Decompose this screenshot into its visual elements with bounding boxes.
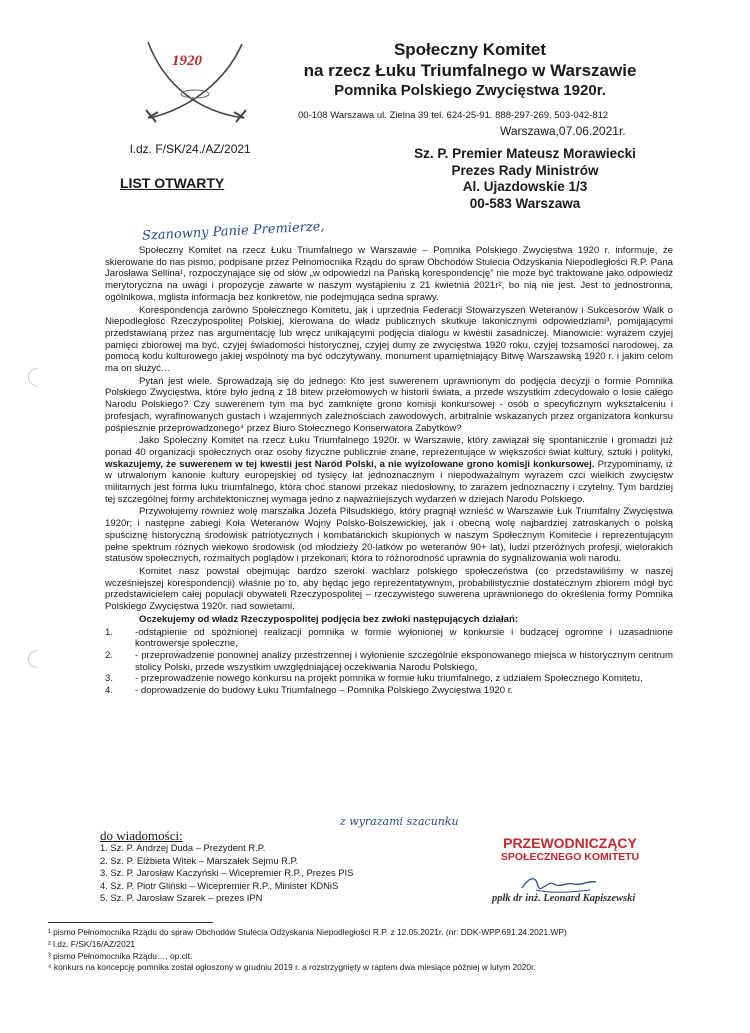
recipient-block — [370, 146, 680, 212]
list-text: - przeprowadzenie nowego konkursu na projekt pomnika w formie łuku triumfalnego, z udziałem Społecznego Komitetu, — [135, 673, 643, 685]
paragraph — [105, 435, 673, 505]
org-name-line1: Społeczny Komitet — [393, 40, 547, 59]
list-text: - doprowadzenie do budowy Łuku Triumfalnego – Pomnika Polskiego Zwycięstwa 1920 r. — [135, 685, 514, 697]
footnote: ³ pismo Pełnomocnika Rządu…, op.cit. — [48, 950, 193, 961]
logo-year: 1920 — [172, 53, 202, 69]
handwritten-closing: z wyrazami szacunku — [340, 815, 459, 828]
paragraph-emphasis: wskazujemy, że suwerenem w tej kwestii jest Naród Polski, a nie wyizolowane grono komisji konkursowej. — [105, 458, 595, 470]
list-item: 2. Sz. P. Elżbieta Witek – Marszałek Sejmu R.P. — [100, 854, 299, 866]
list-number: 1. — [105, 626, 114, 638]
org-address: 00-108 Warszawa ul. Zielna 39 tel. 624-25-91. 888-297-269. 503-042-812 — [298, 110, 609, 121]
list-item — [105, 673, 673, 685]
list-item — [105, 627, 673, 650]
footnote: ⁴ konkurs na koncepcję pomnika został ogłoszony w grudniu 2019 r. a rozstrzygnięty w raptem dwa miesiące później w lutym 2020r. — [48, 962, 536, 973]
cc-list — [100, 842, 353, 905]
letter-body — [105, 245, 673, 697]
signer-name: ppłk dr inż. Leonard Kapiszewski — [492, 893, 636, 904]
list-item: 4. Sz. P. Piotr Gliński – Wicepremier R.P., Minister KDNiS — [100, 879, 339, 891]
paragraph: Przywołujemy również wolę marszałka Józefa Piłsudskiego, który pragnął wznieść w Warszawie Łuk Triumfalny Zwycięstwa 1920r; i następne zabiegi Koła Weteranów Wojny Polsko-Bolszewickiej, jak i obecną wolę najbardziej zatroskanych o polską spuściznę historyczną środowisk patriotycznych i kombatanckich skupionych w naszym Społecznym Komitecie i reprezentującym pełne spektrum różnych wiekowo środowisk (od młodzieży 20-latków po weteranów 90+ lat), ludzi przeróżnych profesji, wielorakich statusów społecznych, rozmaitych poglądów i przekonań; która to różnorodność uprawnia do sygnalizowania woli narodu. — [105, 506, 673, 565]
paragraph: Pytań jest wiele. Sprowadzają się do jednego: Kto jest suwerenem uprawnionym do podjęcia decyzji o formie Pomnika Polskiego Zwycięstwa, które było jedną z 18 bitew przełomowych w historii świata, a przede wszystkim zdecydowało o losie całego Narodu Polskiego? Czy suwerenem tym ma być zamknięte grono komisji konkursowej - osób o specyficznym wykształceniu i profesjach, wyrafinowanych gustach i wzajemnych zależnościach zawodowych, arbitralnie wskazanych przez organizatora konkursu pośpiesznie przeprowadzonego⁴ przez Biuro Stołecznego Konserwatora Zabytków? — [105, 375, 673, 434]
list-item — [105, 650, 673, 673]
org-name-line2: na rzecz Łuku Triumfalnego w Warszawie — [303, 61, 637, 80]
demands-list — [105, 627, 673, 697]
paragraph-part: Jako Społeczny Komitet na rzecz Łuku Triumfalnego 1920r. w Warszawie, który zawiązał się spontanicznie i gromadzi już ponad 40 organizacji społecznych oraz osoby fizyczne publicznie znane, reprezentujące w większości świat kultury, sztuki i polityki, — [105, 435, 673, 458]
signature-stamp — [470, 835, 670, 863]
list-number: 2. — [105, 649, 114, 661]
reference-number: l.dz. F/SK/24./AZ/2021 — [130, 142, 251, 156]
list-item: 3. Sz. P. Jarosław Kaczyński – Wicepremier R.P., Prezes PIS — [100, 867, 354, 879]
org-name-line3: Pomnika Polskiego Zwycięstwa 1920r. — [334, 82, 606, 99]
list-number: 3. — [105, 673, 114, 685]
stamp-subtitle: SPOŁECZNEGO KOMITETU — [500, 851, 640, 863]
list-text: - przeprowadzenie ponownej analizy przestrzennej i wyłonienie szczególnie eksponowanego miejsca w historycznym centrum stolicy Polski, przede wszystkim uwzględniającej oczekiwania Narodu Polskiego, — [135, 649, 673, 673]
recipient-line4: 00-583 Warszawa — [469, 195, 581, 211]
footnote: ¹ pismo Pełnomocnika Rządu do spraw Obchodów Stulecia Odzyskania Niepodległości R.P. z 12.05.2021r. (nr: DDK-WPP.691.24.2021.WP) — [48, 927, 567, 937]
punch-hole-mark — [24, 364, 49, 389]
cc-title: do wiadomości: — [100, 828, 183, 843]
footnote-divider — [48, 922, 213, 923]
handwritten-greeting: Szanowny Panie Premierze, — [141, 219, 325, 244]
paragraph: Społeczny Komitet na rzecz Łuku Triumfalnego w Warszawie – Pomnika Polskiego Zwycięstwa 1920 r. informuje, że skierowane do nas pismo, podpisane przez Pełnomocnika Rządu do spraw Obchodów Stulecia Odzyskania Niepodległości R.P. Pana Jarosława Sellina¹, rozpoczynające się od słów „w odpowiedzi na Pańską korespondencję” nie może być traktowane jako odpowiedź merytoryczna na uwagi i propozycje zawarte w naszym wystąpieniu z 21 kwietnia 2021r², bo nią nie jest. Jest to jednostronna, ogólnikowa, mglista informacja bez konkretów, nie podejmująca sedna sprawy. — [105, 245, 673, 303]
recipient-line1: Sz. P. Premier Mateusz Morawiecki — [414, 146, 636, 161]
demands-heading: Oczekujemy od władz Rzeczypospolitej podjęcia bez zwłoki następujących działań: — [139, 613, 519, 625]
list-item — [105, 685, 673, 697]
recipient-line2: Prezes Rady Ministrów — [451, 162, 599, 178]
list-item: 1. Sz. P. Andrzej Duda – Prezydent R.P. — [100, 842, 266, 853]
footnote: ² l.dz. F/SK/16/AZ/2021 — [48, 938, 136, 949]
list-text: -odstąpienie od spóźnionej realizacji pomnika w formie wyłonionej w konkursie i budzącej ogromne i uzasadnione kontrowersje społeczne, — [135, 626, 673, 650]
sabres-logo-icon — [140, 32, 250, 127]
paragraph: Korespondencja zarówno Społecznego Komitetu, jak i uprzednia Federacji Stowarzyszeń Weteranów i Sukcesorów Walk o Niepodległość Rzeczypospolitej Polskiej, kierowana do władz publicznych skutkuje lakonicznymi odpowiedziami³, pomijającymi przedstawianą przez nas argumentację lub wręcz unikającymi podjęcia dialogu w kwestii zasadniczej. Mianowicie: wyrazem czyjej pamięci zbiorowej ma być, czyjej świadomości historycznej, czyjej dumy ze zwycięstwa 1920 roku, czyjej tożsamości narodowej, za pomocą kodu kulturowego jakiej wspólnoty ma być odczytywany, monument upamiętniający Bitwę Warszawską 1920 r. i jakim celom ma on służyć… — [105, 304, 673, 375]
list-item: 5. Sz. P. Jarosław Szarek – prezes IPN — [100, 892, 263, 904]
recipient-line3: Al. Ujazdowskie 1/3 — [462, 179, 588, 194]
place-date: Warszawa,07.06.2021r. — [500, 124, 626, 138]
footnotes — [48, 927, 708, 974]
stamp-title: PRZEWODNICZĄCY — [503, 835, 637, 851]
paragraph: Komitet nasz powstał obejmując bardzo szeroki wachlarz polskiego społeczeństwa (co przedstawiliśmy w naszej wcześniejszej korespondencji) właśnie po to, aby będąc jego reprezentatywnym, probabilistycznie dostatecznym zbiorem mógł być przedstawicielem całej populacji obywateli Rzeczypospolitej – rzeczywistego suwerena uprawnionego do określenia formy Pomnika Polskiego Zwycięstwa 1920r. nad sowietami. — [105, 565, 673, 613]
list-number: 4. — [105, 685, 114, 697]
punch-hole-mark — [24, 646, 49, 671]
organization-header — [260, 40, 680, 101]
paragraph-part: Przypominamy, iż w utrwalonym kanonie kultury europejskiej od tysięcy lat jednoznacznym i niepodważalnym wyrazem czci wielkich zwycięstw militarnych jest forma łuku triumfalnego, która choć stanowi przekaz niedosłowny, to zarazem jednoznaczny i czytelny. Tym bardziej tej szczególnej formy architektonicznej wymaga jedno z najważniejszych wydarzeń w dziejach Narodu Polskiego. — [105, 458, 673, 505]
letter-title: LIST OTWARTY — [120, 175, 225, 191]
